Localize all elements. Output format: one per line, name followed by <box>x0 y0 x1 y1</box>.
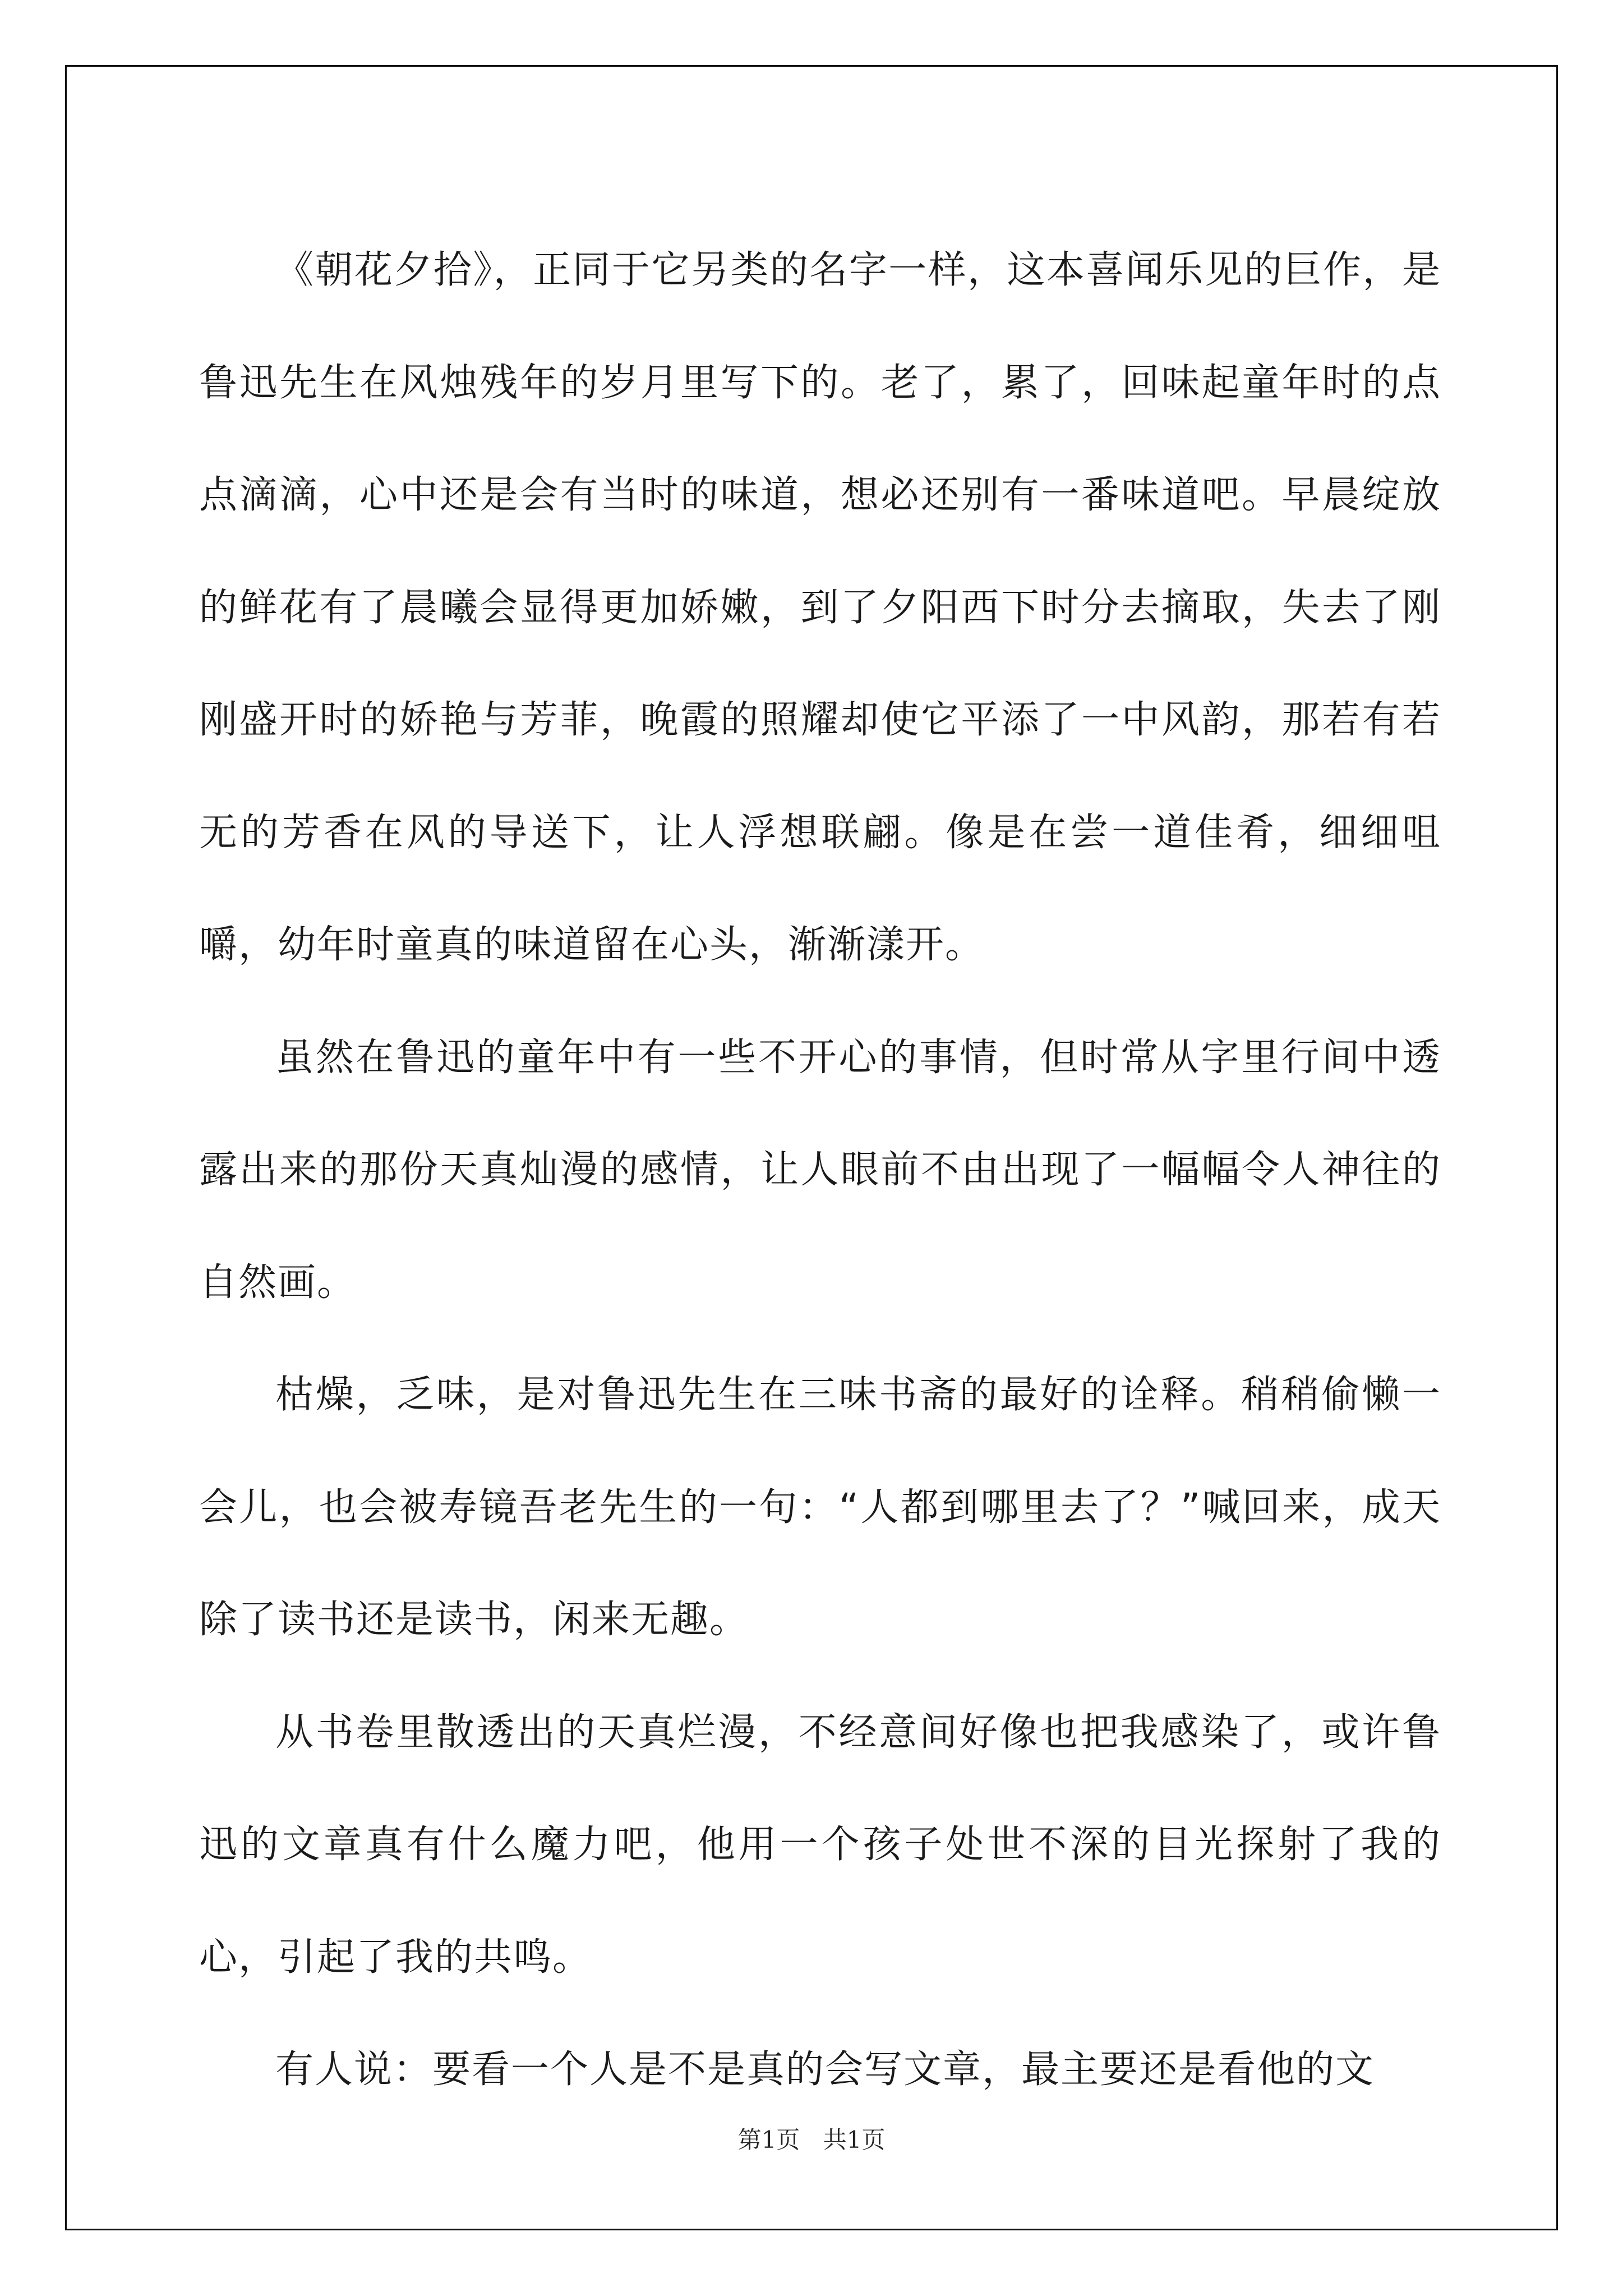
paragraph-1: 《朝花夕拾》，正同于它另类的名字一样，这本喜闻乐见的巨作，是鲁迅先生在风烛残年的岁月里写下的。老了，累了，回味起童年时的点点滴滴，心中还是会有当时的味道，想必还别有一番味道吧。早晨绽放的鲜花有了晨曦会显得更加娇嫩，到了夕阳西下时分去摘取，失去了刚刚盛开时的娇艳与芳菲，晚霞的照耀却使它平添了一中风韵，那若有若无的芳香在风的导送下，让人浮想联翩。像是在尝一道佳肴，细细咀嚼，幼年时童真的味道留在心头，渐渐漾开。 <box>199 248 1441 967</box>
page-number: 第1页 <box>737 2126 800 2154</box>
paragraph-3: 枯燥，乏味，是对鲁迅先生在三味书斋的最好的诠释。稍稍偷懒一会儿，也会被寿镜吾老先生的一句：“人都到哪里去了？”喊回来，成天除了读书还是读书，闲来无趣。 <box>199 1373 1441 1642</box>
paragraph-4: 从书卷里散透出的天真烂漫，不经意间好像也把我感染了，或许鲁迅的文章真有什么魔力吧，他用一个孩子处世不深的目光探射了我的心，引起了我的共鸣。 <box>199 1710 1441 1980</box>
paragraph-2: 虽然在鲁迅的童年中有一些不开心的事情，但时常从字里行间中透露出来的那份天真灿漫的感情，让人眼前不由出现了一幅幅令人神往的自然画。 <box>199 1035 1441 1305</box>
page-total: 共1页 <box>823 2126 886 2154</box>
page-footer <box>0 2122 1623 2155</box>
paragraph-5: 有人说：要看一个人是不是真的会写文章，最主要还是看他的文 <box>275 2047 1375 2092</box>
document-body <box>199 214 1441 2127</box>
